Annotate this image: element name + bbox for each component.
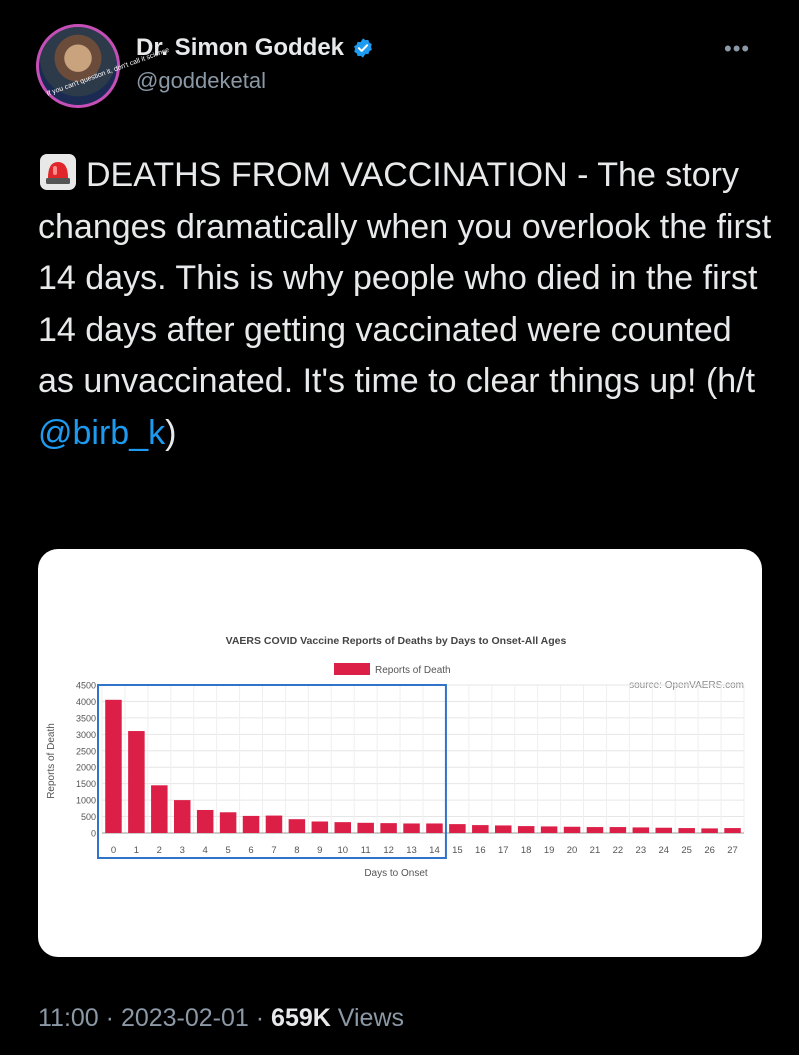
x-tick-label: 7 bbox=[271, 845, 277, 856]
bar-day-9 bbox=[312, 821, 329, 833]
y-tick-label: 1500 bbox=[75, 779, 96, 790]
x-tick-label: 27 bbox=[727, 845, 738, 856]
bar-day-4 bbox=[197, 810, 214, 833]
chart-title: VAERS COVID Vaccine Reports of Deaths by Days to Onset-All Ages bbox=[225, 635, 567, 647]
x-tick-label: 15 bbox=[452, 845, 463, 856]
author-avatar[interactable] bbox=[36, 24, 171, 108]
more-options-icon[interactable]: ••• bbox=[724, 36, 751, 61]
tweet-body: DEATHS FROM VACCINATION - The story changes dramatically when you overlook the first 14 days. This is why people who died in the first 14 days after getting vaccinated were counted as unvaccinated. It's time to clear things up! (h/t bbox=[38, 156, 772, 400]
tweet-time[interactable]: 11:00 bbox=[38, 1004, 99, 1032]
bar-day-15 bbox=[449, 824, 466, 833]
avatar-ring-text: If you can't question it, don't call it science bbox=[45, 46, 171, 98]
x-tick-label: 18 bbox=[520, 845, 532, 856]
x-tick-label: 4 bbox=[202, 845, 208, 856]
verified-badge-icon bbox=[352, 37, 374, 59]
chart-source: source: OpenVAERS.com bbox=[629, 680, 744, 691]
bar-day-21 bbox=[587, 827, 604, 833]
tweet-body-end: ) bbox=[165, 413, 177, 452]
bar-day-17 bbox=[495, 825, 512, 833]
x-tick-label: 26 bbox=[704, 845, 715, 856]
bar-day-24 bbox=[655, 828, 672, 833]
author-handle[interactable]: @goddeketal bbox=[136, 68, 266, 93]
x-axis-label: Days to Onset bbox=[364, 868, 428, 879]
x-tick-label: 25 bbox=[681, 845, 692, 856]
x-tick-label: 11 bbox=[360, 845, 371, 856]
bar-day-25 bbox=[678, 828, 695, 833]
y-tick-label: 0 bbox=[90, 828, 96, 839]
mention-link[interactable]: @birb_k bbox=[38, 413, 166, 452]
x-tick-label: 19 bbox=[543, 845, 555, 856]
bar-day-5 bbox=[220, 812, 237, 833]
tweet-meta bbox=[38, 1004, 404, 1033]
tweet-text bbox=[38, 150, 773, 459]
legend-swatch bbox=[334, 663, 370, 675]
y-tick-label: 3000 bbox=[75, 729, 96, 740]
bar-day-10 bbox=[334, 822, 351, 833]
tweet-date[interactable]: 2023-02-01 bbox=[120, 1004, 249, 1032]
x-tick-label: 1 bbox=[133, 845, 140, 856]
y-tick-label: 3500 bbox=[75, 713, 96, 724]
x-tick-label: 24 bbox=[658, 845, 670, 856]
bar-day-2 bbox=[151, 785, 168, 833]
x-tick-label: 5 bbox=[225, 845, 231, 856]
meta-separator: · bbox=[98, 1004, 121, 1032]
bar-day-11 bbox=[357, 823, 374, 833]
author-name-row bbox=[136, 34, 374, 62]
bar-day-6 bbox=[243, 816, 260, 833]
bar-day-13 bbox=[403, 823, 420, 833]
y-tick-label: 4500 bbox=[75, 680, 96, 691]
y-tick-label: 2000 bbox=[75, 762, 96, 773]
bar-day-8 bbox=[289, 819, 306, 833]
y-tick-label: 2500 bbox=[75, 746, 96, 757]
bar-day-14 bbox=[426, 823, 443, 833]
y-tick-label: 4000 bbox=[75, 696, 96, 707]
x-tick-label: 12 bbox=[383, 845, 394, 856]
x-tick-label: 3 bbox=[179, 845, 185, 856]
x-tick-label: 10 bbox=[337, 845, 349, 856]
bar-day-27 bbox=[724, 828, 741, 833]
bar-day-0 bbox=[105, 700, 122, 833]
bar-day-20 bbox=[564, 827, 581, 833]
bar-day-3 bbox=[174, 800, 191, 833]
bar-day-16 bbox=[472, 825, 489, 833]
y-axis-label: Reports of Death bbox=[46, 723, 57, 799]
bar-day-7 bbox=[266, 816, 283, 833]
x-tick-label: 17 bbox=[497, 845, 509, 856]
x-tick-label: 6 bbox=[248, 845, 254, 856]
x-tick-label: 0 bbox=[110, 845, 117, 856]
x-tick-label: 20 bbox=[566, 845, 578, 856]
x-tick-label: 16 bbox=[475, 845, 486, 856]
x-tick-label: 22 bbox=[612, 845, 624, 856]
y-tick-label: 500 bbox=[80, 812, 96, 823]
author-name[interactable]: Dr. Simon Goddek bbox=[136, 34, 345, 61]
siren-emoji-icon bbox=[38, 152, 78, 192]
legend-label: Reports of Death bbox=[375, 665, 451, 676]
bar-day-18 bbox=[518, 826, 535, 833]
meta-separator: · bbox=[248, 1004, 272, 1032]
y-tick-label: 1000 bbox=[75, 795, 96, 806]
x-tick-label: 14 bbox=[429, 845, 440, 856]
x-tick-label: 21 bbox=[589, 845, 601, 856]
x-tick-label: 8 bbox=[294, 845, 300, 856]
bar-day-12 bbox=[380, 823, 397, 833]
x-tick-label: 23 bbox=[635, 845, 647, 856]
bar-day-26 bbox=[701, 828, 718, 833]
bar-day-22 bbox=[610, 827, 627, 833]
bar-day-1 bbox=[128, 731, 145, 833]
x-tick-label: 9 bbox=[317, 845, 323, 856]
x-tick-label: 2 bbox=[156, 845, 162, 856]
vaers-bar-chart bbox=[38, 549, 762, 957]
views-count: 659K bbox=[271, 1004, 331, 1032]
chart-image-card[interactable] bbox=[38, 549, 762, 957]
bar-day-19 bbox=[541, 826, 558, 833]
x-tick-label: 13 bbox=[406, 845, 417, 856]
bar-day-23 bbox=[633, 827, 650, 833]
views-label: Views bbox=[337, 1004, 405, 1032]
